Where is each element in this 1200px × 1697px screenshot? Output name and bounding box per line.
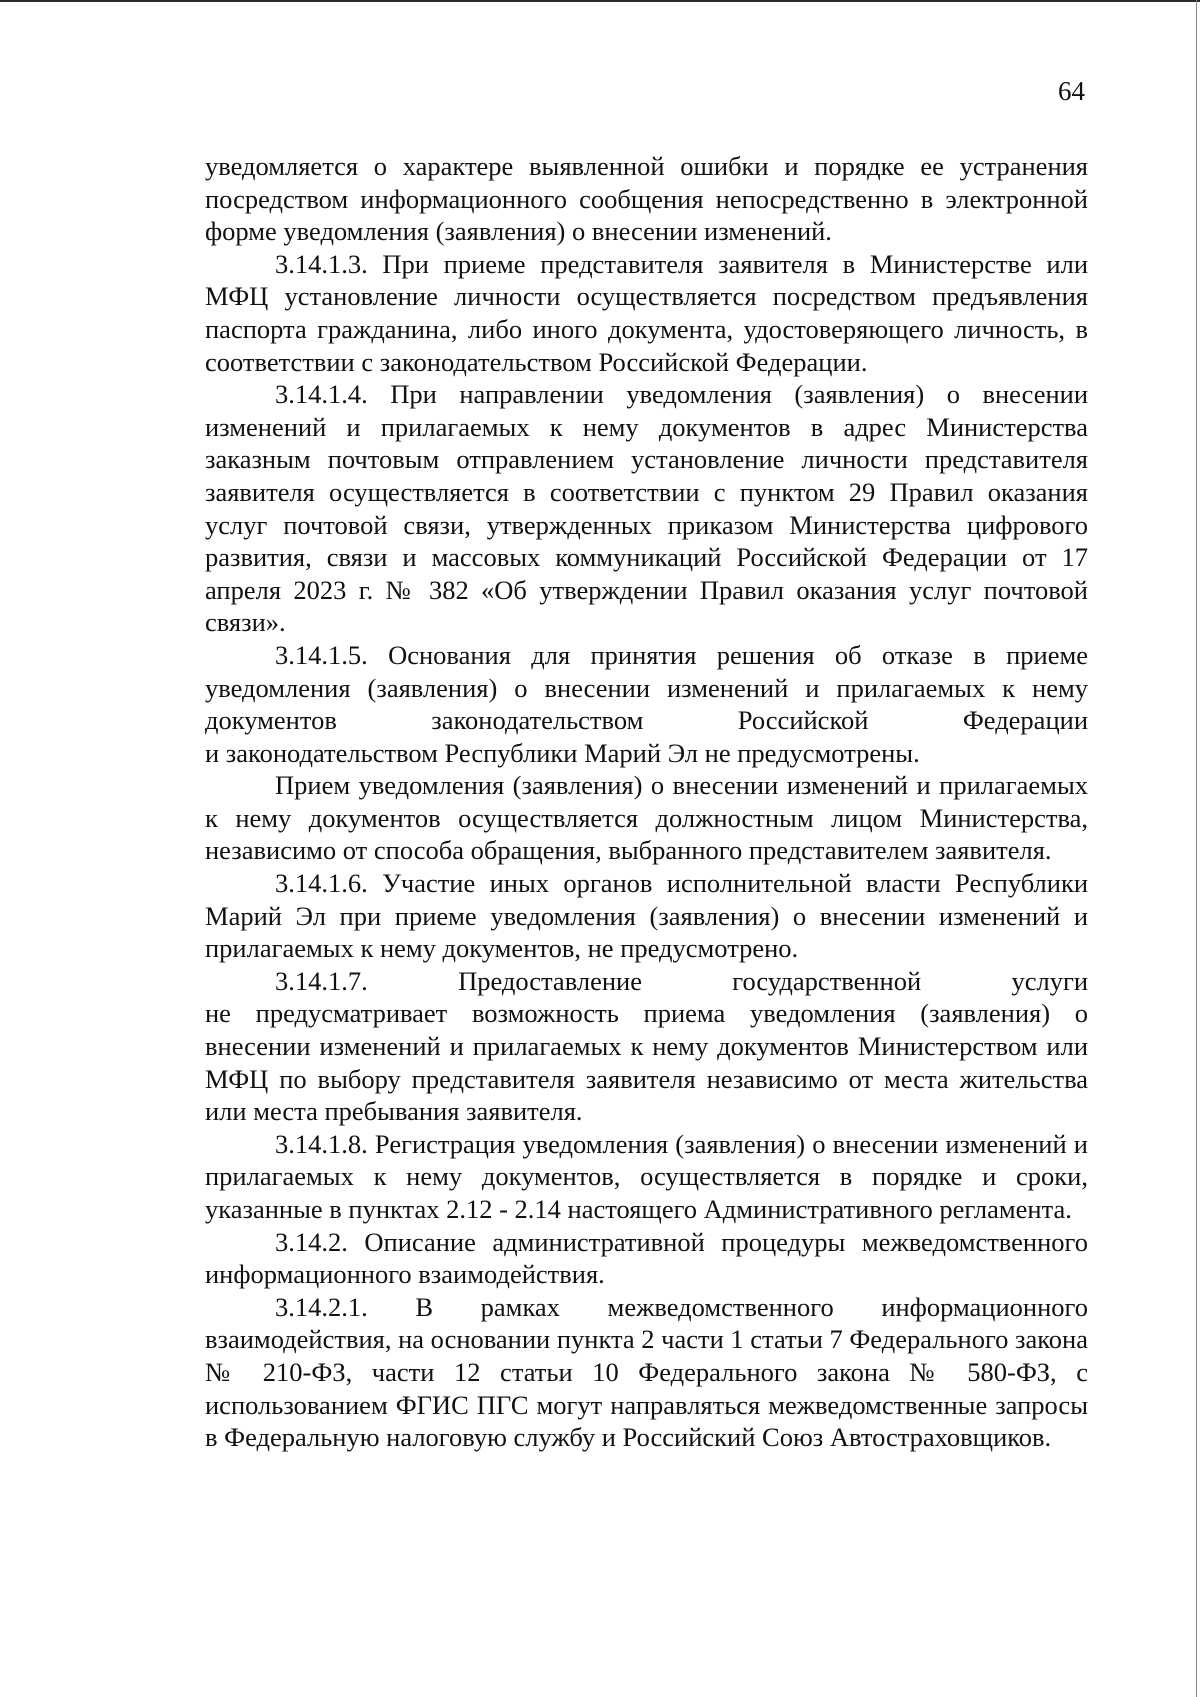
paragraph-3-14-1-7: 3.14.1.7. Предоставление государственной услуги [275, 965, 1088, 996]
paragraph-3-14-1-6: 3.14.1.6. Участие иных органов исполнительной власти Республики Марий Эл при приеме уведомления (заявления) о внесении изменений и прилагаемых к нему документов, не предусмотрено. [205, 868, 1088, 964]
paragraph-continuation: уведомляется о характере выявленной ошибки и порядке ее устранения посредством информационного сообщения непосредственно в электронной форме уведомления (заявления) о внесении изменений. [205, 151, 1088, 247]
scan-edge-right [1196, 0, 1197, 1697]
paragraph-3-14-1-7-end: не предусматривает возможность приема уведомления (заявления) о внесении изменений и прилагаемых к нему документов Министерством или МФЦ по выбору представителя заявителя независимо от места жительства или места пребывания заявителя. [205, 998, 1088, 1127]
paragraph-3-14-2: 3.14.2. Описание административной процедуры межведомственного информационного взаимодействия. [205, 1226, 1088, 1290]
paragraph-3-14-1-8: 3.14.1.8. Регистрация уведомления (заявления) о внесении изменений и прилагаемых к нему документов, осуществляется в порядке и сроки, указанные в пунктах 2.12 - 2.14 настоящего Административного регламента. [205, 1128, 1088, 1224]
paragraph-3-14-1-4: 3.14.1.4. При направлении уведомления (заявления) о внесении изменений и прилагаемых к нему документов в адрес Министерства заказным почтовым отправлением установление личности представителя заявителя осуществляется в соответствии с пунктом 29 Правил оказания услуг почтовой связи, утвержденных приказом Министерства цифрового развития, связи и массовых коммуникаций Российской Федерации от 17 апреля 2023 г. № 382 «Об утверждении Правил оказания услуг почтовой связи». [205, 379, 1088, 638]
document-body [205, 150, 1088, 1454]
page-number: 64 [1058, 76, 1085, 106]
paragraph-reception: Прием уведомления (заявления) о внесении изменений и прилагаемых к нему документов осуществляется должностным лицом Министерства, независимо от способа обращения, выбранного представителем заявителя. [205, 770, 1088, 866]
paragraph-3-14-1-5: 3.14.1.5. Основания для принятия решения об отказе в приеме уведомления (заявления) о внесении изменений и прилагаемых к нему документов законодательством Российской Федерации [205, 639, 1088, 736]
paragraph-3-14-1-5-end: и законодательством Республики Марий Эл не предусмотрены. [205, 737, 920, 768]
scan-edge-top [0, 0, 1200, 2]
paragraph-3-14-1-3: 3.14.1.3. При приеме представителя заявителя в Министерстве или МФЦ установление личности осуществляется посредством предъявления паспорта гражданина, либо иного документа, удостоверяющего личность, в соответствии с законодательством Российской Федерации. [205, 248, 1088, 377]
paragraph-3-14-2-1: 3.14.2.1. В рамках межведомственного информационного взаимодействия, на основании пункта 2 части 1 статьи 7 Федерального закона № 210-ФЗ, части 12 статьи 10 Федерального закона № 580-ФЗ, с использованием ФГИС ПГС могут направляться межведомственные запросы в Федеральную налоговую службу и Российский Союз Автостраховщиков. [205, 1291, 1088, 1453]
